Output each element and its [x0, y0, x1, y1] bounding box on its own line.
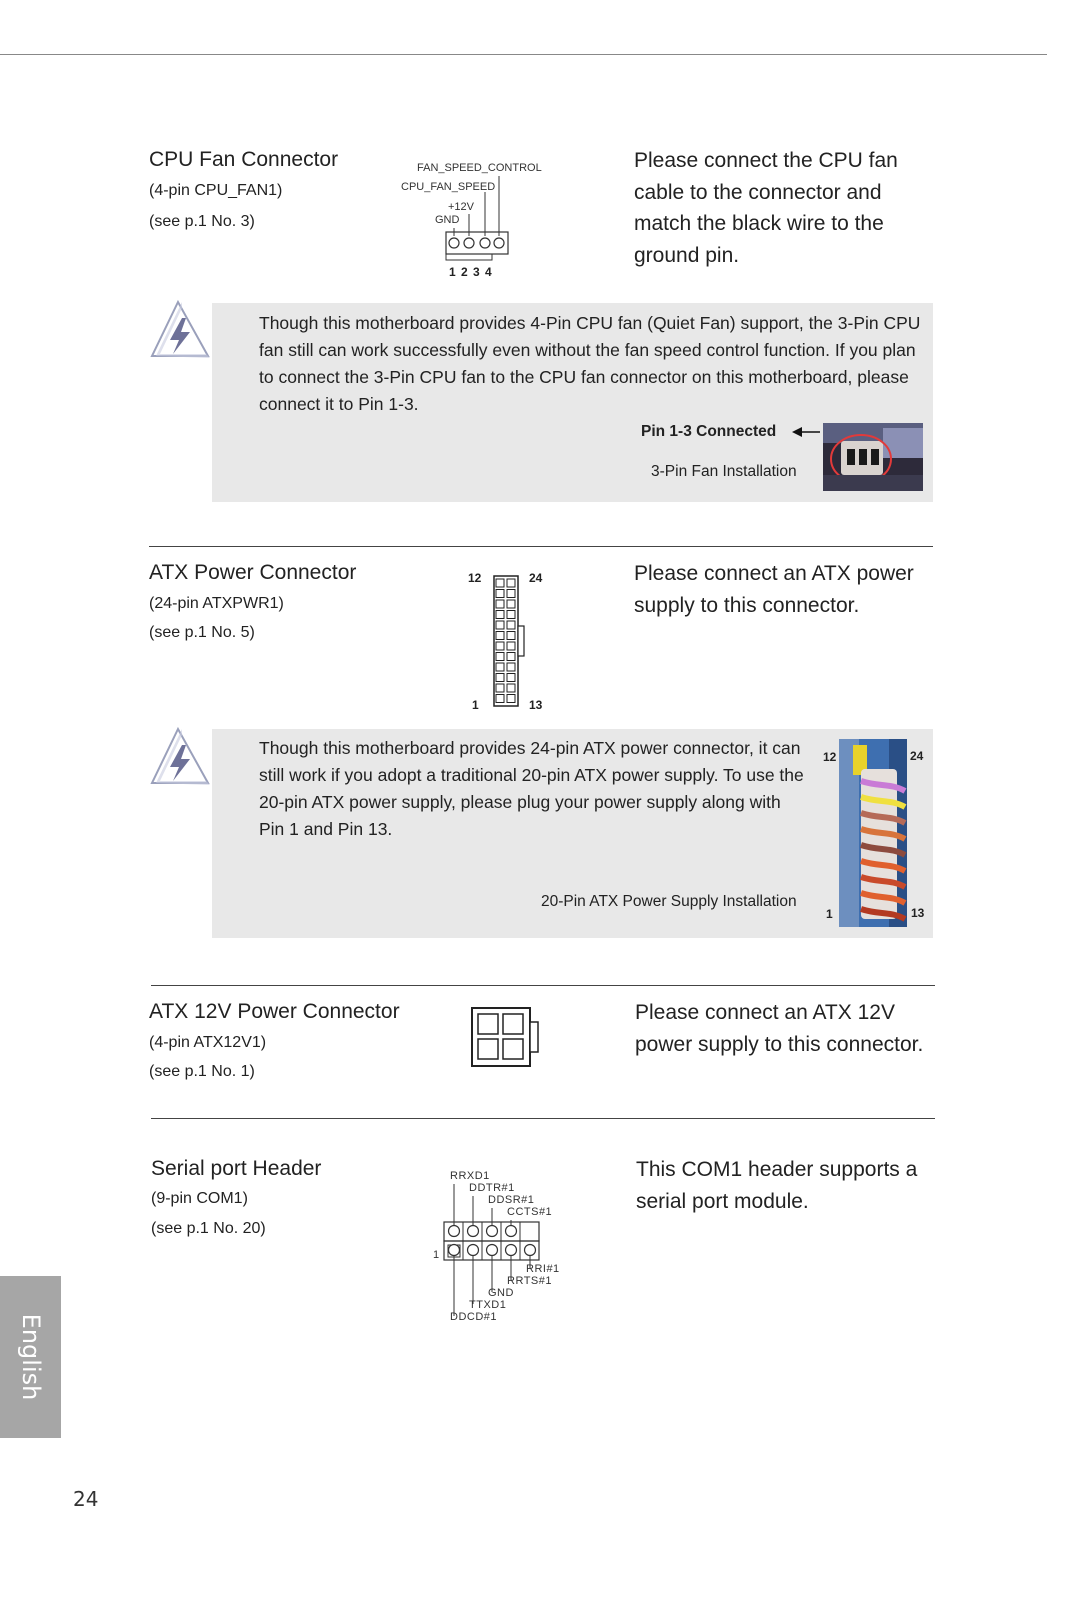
serial-description: This COM1 header supports a serial port module.: [636, 1158, 918, 1213]
atx24-pin: [496, 632, 504, 640]
cpu-fan-connector-drawing: [440, 170, 520, 270]
atx12v-description: Please connect an ATX 12V power supply to this connector.: [635, 1001, 924, 1056]
atx-pin-24-label: 24: [529, 571, 543, 585]
atx24-pin: [496, 653, 504, 661]
photo-pin-12-label: 12: [823, 750, 837, 764]
atx24-pin: [496, 695, 504, 703]
atx24-pin: [507, 684, 515, 692]
serial-label-gnd: GND: [488, 1287, 514, 1299]
atx12v-subtitle: (4-pin ATX12V1): [149, 1034, 267, 1051]
serial-label-ttxd1: TTXD1: [469, 1299, 507, 1311]
photo-pin-1-label: 1: [826, 907, 833, 921]
serial-label-ddtr1: DDTR#1: [469, 1182, 515, 1194]
section-divider-1: [149, 546, 933, 547]
atx24-pin: [507, 632, 515, 640]
atx24-pin: [507, 579, 515, 587]
atx-power-title: ATX Power Connector: [149, 561, 357, 584]
cpu-fan-title: CPU Fan Connector: [149, 148, 339, 171]
atx24-pin: [496, 579, 504, 587]
atx24-pin: [507, 590, 515, 598]
arrow-left-icon: [790, 425, 822, 439]
cpu-fan-description: Please connect the CPU fan cable to the connector and match the black wire to the ground pin.: [634, 149, 898, 267]
section-divider-2: [151, 985, 935, 986]
atx-pin-12-label: 12: [468, 571, 482, 585]
lightning-warning-icon: [148, 727, 212, 789]
atx12v-title: ATX 12V Power Connector: [149, 1000, 400, 1023]
atx-power-page-ref: (see p.1 No. 5): [149, 624, 255, 641]
photo-pin-24-label: 24: [910, 749, 924, 763]
serial-pin-one: 1: [433, 1249, 440, 1261]
atx24-pin: [507, 611, 515, 619]
atx-24pin-connector-drawing: [492, 574, 528, 710]
pin-1-3-callout: Pin 1-3 Connected: [641, 423, 777, 440]
serial-label-rri1: RRI#1: [526, 1263, 560, 1275]
atx12v-page-ref: (see p.1 No. 1): [149, 1063, 255, 1080]
cpu-fan-pin-numbers: 1 2 3 4: [449, 265, 492, 279]
atx-pin-1-label: 1: [472, 698, 479, 712]
language-tab: [0, 1276, 61, 1438]
fan-installation-photo: [823, 423, 923, 491]
serial-page-ref: (see p.1 No. 20): [151, 1220, 266, 1237]
atx24-pin: [496, 674, 504, 682]
fan-installation-caption: 3-Pin Fan Installation: [651, 463, 797, 480]
language-tab-label: English: [17, 1313, 45, 1401]
atx12v-connector-drawing: [470, 1006, 542, 1068]
header-rule: [0, 54, 1047, 55]
lightning-warning-icon: [148, 300, 212, 362]
atx24-pin: [507, 621, 515, 629]
pin-label-fan-speed-control: FAN_SPEED_CONTROL: [417, 162, 542, 174]
serial-label-ddcd1: DDCD#1: [450, 1311, 498, 1323]
cpu-fan-subtitle: (4-pin CPU_FAN1): [149, 182, 283, 199]
atx-installation-caption: 20-Pin ATX Power Supply Installation: [541, 893, 797, 910]
atx24-pin: [507, 653, 515, 661]
atx24-pin: [496, 590, 504, 598]
atx-pin-13-label: 13: [529, 698, 543, 712]
atx24-pin: [496, 663, 504, 671]
cpu-fan-note-text: Though this motherboard provides 4-Pin CPU fan (Quiet Fan) support, the 3-Pin CPU fan still can work successfully even without the fan speed control function. If you plan to connect the 3-Pin CPU fan to the CPU fan connector on this motherboard, please connect it to Pin 1-3.: [259, 313, 921, 414]
atx24-pin: [496, 621, 504, 629]
section-divider-3: [151, 1118, 935, 1119]
serial-label-ddsr1: DDSR#1: [488, 1194, 535, 1206]
cpu-fan-page-ref: (see p.1 No. 3): [149, 213, 255, 230]
atx24-pin: [496, 684, 504, 692]
pin-label-gnd: GND: [435, 214, 460, 226]
atx-power-subtitle: (24-pin ATXPWR1): [149, 595, 284, 612]
atx24-pin: [507, 663, 515, 671]
atx24-pin: [496, 611, 504, 619]
atx24-pin: [507, 642, 515, 650]
pin-label-cpu-fan-speed: CPU_FAN_SPEED: [401, 181, 496, 193]
atx24-pin: [496, 642, 504, 650]
pin-label-12v: +12V: [448, 201, 474, 213]
atx24-pin: [496, 600, 504, 608]
serial-subtitle: (9-pin COM1): [151, 1190, 248, 1207]
atx-power-description: Please connect an ATX power supply to this connector.: [634, 562, 914, 617]
photo-pin-13-label: 13: [911, 906, 925, 920]
atx-note-text: Though this motherboard provides 24-pin ATX power connector, it can still work if you adopt a traditional 20-pin ATX power supply. To use the 20-pin ATX power supply, please plug your power supply along with Pin 1 and Pin 13.: [259, 738, 804, 839]
serial-label-rrts1: RRTS#1: [507, 1275, 552, 1287]
serial-title: Serial port Header: [151, 1157, 322, 1180]
page-number: 24: [73, 1487, 99, 1511]
atx24-latch: [518, 626, 524, 656]
atx24-pin: [507, 600, 515, 608]
serial-label-ccts1: CCTS#1: [507, 1206, 553, 1218]
atx24-pin: [507, 695, 515, 703]
atx24-pin: [507, 674, 515, 682]
atx-installation-photo: [839, 739, 907, 927]
serial-label-rrxd1: RRXD1: [450, 1170, 490, 1182]
